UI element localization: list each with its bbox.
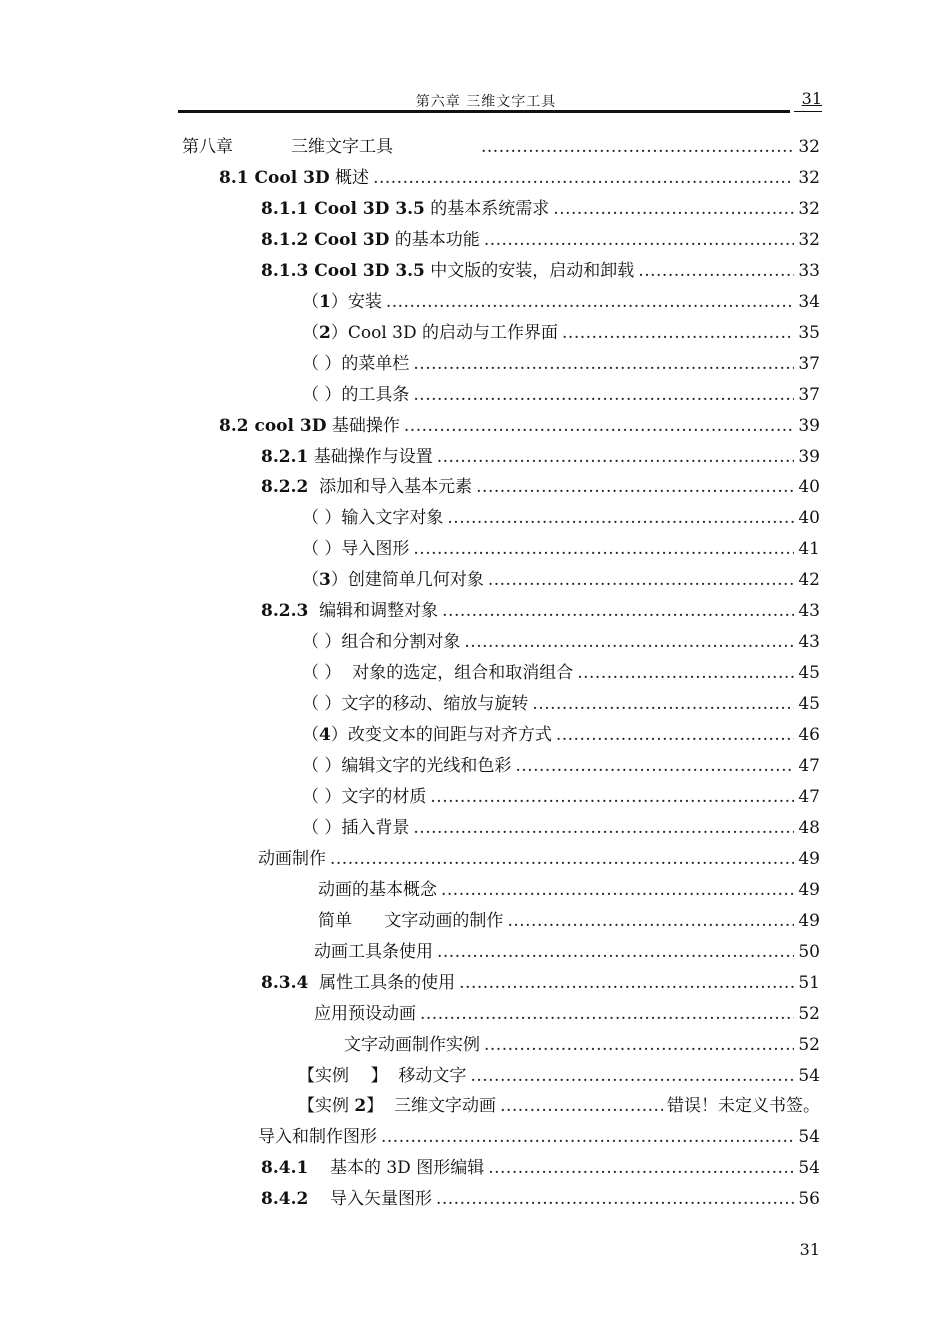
toc-entry-title: 导入矢量图形 — [308, 1189, 432, 1209]
toc-entry-label — [261, 446, 433, 468]
toc-entry[interactable] — [261, 196, 820, 220]
toc-entry-leader — [459, 972, 794, 994]
toc-entry-page: 45 — [798, 663, 820, 683]
toc-entry[interactable] — [182, 134, 820, 158]
toc-entry[interactable] — [258, 1124, 820, 1148]
toc-entry-prefix: （ ） — [302, 354, 342, 374]
toc-entry-page: 52 — [798, 1004, 820, 1024]
toc-entry-title: 中文版的安装，启动和卸载 — [424, 261, 635, 281]
toc-entry[interactable] — [258, 846, 820, 870]
toc-entry-leader — [562, 322, 794, 344]
toc-entry-leader — [404, 415, 794, 437]
toc-entry-label — [182, 136, 393, 158]
toc-entry-label — [261, 260, 634, 282]
toc-entry-leader — [515, 755, 794, 777]
toc-entry-page: 32 — [798, 168, 820, 188]
toc-entry[interactable] — [302, 320, 820, 344]
toc-entry-label — [302, 291, 382, 313]
toc-entry-title: 导入和制作图形 — [258, 1127, 377, 1147]
toc-entry[interactable] — [302, 629, 820, 653]
toc-entry-label — [302, 662, 573, 684]
toc-entry-page: 37 — [798, 385, 820, 405]
toc-entry-title: 插入背景 — [341, 818, 410, 838]
toc-entry[interactable] — [318, 908, 820, 932]
toc-entry-number: 3 — [319, 570, 331, 590]
toc-entry[interactable] — [302, 753, 820, 777]
toc-entry-leader — [413, 384, 794, 406]
toc-entry-label — [298, 1095, 496, 1117]
toc-entry-number: 8.3.4 — [261, 973, 309, 993]
toc-entry[interactable] — [261, 598, 820, 622]
toc-entry-title: 第八章 — [182, 137, 233, 157]
toc-entry-prefix: （ — [302, 725, 319, 745]
toc-entry-page: 39 — [798, 447, 820, 467]
toc-entry-leader — [413, 353, 794, 375]
toc-entry[interactable] — [302, 505, 820, 529]
toc-entry[interactable] — [302, 351, 820, 375]
toc-entry-leader — [500, 1095, 663, 1117]
toc-entry-number: 8.4.1 — [261, 1158, 309, 1178]
toc-entry-prefix: （ ） — [302, 508, 342, 528]
footer-page-number: 31 — [799, 1240, 820, 1259]
toc-entry-leader — [488, 569, 795, 591]
toc-entry-title: 【实例 】 移动文字 — [298, 1066, 467, 1086]
toc-entry-page: 35 — [798, 323, 820, 343]
toc-entry-title: ）Cool 3D 的启动与工作界面 — [330, 323, 559, 343]
toc-entry-title: ）创建简单几何对象 — [330, 570, 484, 590]
toc-entry-label — [261, 476, 472, 498]
toc-entry-label — [258, 848, 326, 870]
toc-entry-label — [314, 941, 433, 963]
toc-entry-prefix: （ — [302, 323, 319, 343]
toc-entry-leader — [532, 693, 794, 715]
toc-entry-leader — [437, 941, 794, 963]
toc-entry[interactable] — [318, 877, 820, 901]
toc-entry-number: 2 — [319, 323, 331, 343]
toc-entry[interactable] — [302, 784, 820, 808]
toc-entry-number: 8.1 Cool 3D — [219, 168, 330, 188]
toc-entry-prefix: （ ） — [302, 385, 342, 405]
toc-entry-leader — [330, 848, 794, 870]
toc-entry-label — [314, 1003, 416, 1025]
toc-entry[interactable] — [261, 474, 820, 498]
toc-entry-leader — [441, 879, 794, 901]
toc-entry-title: 简单 文字动画的制作 — [318, 911, 504, 931]
toc-entry-page: 43 — [798, 601, 820, 621]
toc-entry-leader — [413, 538, 794, 560]
toc-entry[interactable] — [261, 227, 820, 251]
toc-entry[interactable] — [302, 567, 820, 591]
toc-entry-page: 48 — [798, 818, 820, 838]
toc-entry-title: 基本的 3D 图形编辑 — [308, 1158, 485, 1178]
toc-entry[interactable] — [261, 1186, 820, 1210]
toc-entry[interactable] — [298, 1093, 820, 1117]
toc-entry-title: 的菜单栏 — [341, 354, 410, 374]
toc-entry-label — [219, 415, 400, 437]
toc-entry-title: 文字动画制作实例 — [344, 1035, 480, 1055]
toc-entry-number: 8.1.3 Cool 3D 3.5 — [261, 261, 425, 281]
toc-entry-label — [302, 353, 409, 375]
toc-entry-label — [302, 786, 426, 808]
toc-entry-page: 43 — [798, 632, 820, 652]
toc-entry-number: 8.1.1 Cool 3D 3.5 — [261, 199, 425, 219]
toc-entry-title: 基础操作 — [326, 416, 400, 436]
header-page-number: 31 — [801, 89, 822, 108]
toc-entry-number: 1 — [319, 292, 331, 312]
toc-entry[interactable] — [302, 691, 820, 715]
toc-entry-label — [302, 817, 409, 839]
toc-entry[interactable] — [344, 1032, 820, 1056]
toc-entry-page: 32 — [798, 230, 820, 250]
toc-entry-number: 8.2.2 — [261, 477, 309, 497]
toc-entry-prefix: （ ） — [302, 663, 342, 683]
toc-entry-label — [261, 1157, 484, 1179]
toc-entry-leader — [430, 786, 794, 808]
toc-entry-page: 50 — [798, 942, 820, 962]
toc-entry-prefix: （ ） — [302, 818, 342, 838]
toc-entry-page: 32 — [798, 137, 820, 157]
toc-entry[interactable] — [302, 815, 820, 839]
toc-entry-title: ）安装 — [330, 292, 382, 312]
toc-entry-page: 32 — [798, 199, 820, 219]
toc-entry-prefix: （ ） — [302, 539, 342, 559]
toc-entry-prefix: （ — [302, 292, 319, 312]
toc-entry-leader — [577, 662, 794, 684]
toc-entry-subtitle: 三维文字工具 — [291, 137, 393, 157]
toc-entry-page: 54 — [798, 1127, 820, 1147]
toc-entry-title: 添加和导入基本元素 — [308, 477, 473, 497]
toc-entry-page: 40 — [798, 477, 820, 497]
toc-entry-title: 动画的基本概念 — [318, 880, 437, 900]
toc-entry[interactable] — [302, 660, 820, 684]
toc-entry-title: 的基本系统需求 — [424, 199, 550, 219]
toc-entry-page: 54 — [798, 1066, 820, 1086]
toc-entry-title: 概述 — [329, 168, 370, 188]
toc-entry-label — [302, 384, 409, 406]
toc-entry-leader — [476, 476, 794, 498]
toc-entry-label — [302, 724, 552, 746]
toc-entry-number: 4 — [319, 725, 331, 745]
toc-entry[interactable] — [298, 1063, 820, 1087]
toc-entry[interactable] — [261, 258, 820, 282]
toc-entry-leader — [470, 1065, 794, 1087]
toc-entry-label — [318, 910, 503, 932]
toc-entry[interactable] — [261, 444, 820, 468]
toc-entry-leader — [437, 446, 795, 468]
toc-entry-title: 应用预设动画 — [314, 1004, 416, 1024]
toc-entry-title: 对象的选定，组合和取消组合 — [341, 663, 574, 683]
toc-entry-leader — [373, 167, 794, 189]
toc-entry-label — [302, 631, 460, 653]
toc-entry-label — [258, 1126, 377, 1148]
toc-entry-page: 46 — [798, 725, 820, 745]
toc-entry-leader — [507, 910, 794, 932]
toc-entry[interactable] — [302, 536, 820, 560]
toc-entry-leader — [553, 198, 794, 220]
toc-entry-label — [219, 167, 369, 189]
toc-entry-title: 文字的移动、缩放与旋转 — [341, 694, 529, 714]
toc-entry-page: 45 — [798, 694, 820, 714]
toc-entry-leader — [488, 1157, 794, 1179]
toc-entry-leader — [638, 260, 794, 282]
toc-entry-title: 编辑和调整对象 — [308, 601, 439, 621]
toc-entry[interactable] — [261, 970, 820, 994]
toc-entry-page: 41 — [798, 539, 820, 559]
toc-entry-label — [261, 600, 438, 622]
toc-entry-page: 40 — [798, 508, 820, 528]
toc-entry-leader — [481, 136, 794, 158]
toc-entry[interactable] — [314, 939, 820, 963]
toc-entry-label — [344, 1034, 480, 1056]
toc-entry-prefix: （ ） — [302, 756, 342, 776]
toc-entry-title: 输入文字对象 — [341, 508, 444, 528]
toc-entry-prefix: 【实例 — [298, 1096, 355, 1116]
toc-entry[interactable] — [302, 382, 820, 406]
toc-entry-number: 8.1.2 Cool 3D — [261, 230, 390, 250]
toc-entry-page: 34 — [798, 292, 820, 312]
toc-entry-page: 52 — [798, 1035, 820, 1055]
toc-entry-number: 8.2.1 — [261, 447, 309, 467]
toc-entry-page: 47 — [798, 787, 820, 807]
toc-entry-leader — [386, 291, 795, 313]
toc-entry-prefix: （ ） — [302, 632, 342, 652]
toc-entry-page: 33 — [798, 261, 820, 281]
toc-entry-number: 8.4.2 — [261, 1189, 309, 1209]
toc-entry-leader — [556, 724, 795, 746]
toc-entry-title: 组合和分割对象 — [341, 632, 461, 652]
toc-entry-page: 47 — [798, 756, 820, 776]
toc-entry-page: 37 — [798, 354, 820, 374]
toc-entry[interactable] — [314, 1001, 820, 1025]
toc-entry-title: 动画制作 — [258, 849, 326, 869]
toc-entry-title: 属性工具条的使用 — [308, 973, 456, 993]
toc-entry-label — [261, 1188, 432, 1210]
toc-entry-label — [261, 972, 455, 994]
toc-entry-leader — [420, 1003, 794, 1025]
toc-entry-prefix: （ ） — [302, 787, 342, 807]
toc-entry-leader — [442, 600, 794, 622]
toc-entry-label — [302, 538, 409, 560]
toc-entry-leader — [381, 1126, 794, 1148]
toc-entry-leader — [413, 817, 794, 839]
toc-entry-leader — [436, 1188, 794, 1210]
toc-entry-title: 导入图形 — [341, 539, 410, 559]
toc-entry[interactable] — [302, 722, 820, 746]
toc-entry[interactable] — [219, 413, 820, 437]
toc-entry-page: 42 — [798, 570, 820, 590]
toc-entry-label — [302, 755, 511, 777]
toc-entry-page: 49 — [798, 849, 820, 869]
toc-entry-page: 49 — [798, 880, 820, 900]
toc-entry-number: 2 — [354, 1096, 367, 1116]
toc-entry-label — [302, 569, 484, 591]
toc-entry-title: 的工具条 — [341, 385, 410, 405]
toc-entry-label — [302, 507, 443, 529]
toc-entry-page: 错误！未定义书签。 — [667, 1096, 820, 1116]
toc-entry-page: 56 — [798, 1189, 820, 1209]
toc-entry[interactable] — [261, 1155, 820, 1179]
toc-entry-label — [261, 198, 549, 220]
toc-entry-leader — [464, 631, 794, 653]
toc-entry-page: 49 — [798, 911, 820, 931]
toc-entry-title: 编辑文字的光线和色彩 — [341, 756, 512, 776]
toc-entry-page: 54 — [798, 1158, 820, 1178]
toc-entry-title: 文字的材质 — [341, 787, 427, 807]
toc-entry-page: 51 — [798, 973, 820, 993]
toc-entry-leader — [484, 229, 795, 251]
toc-entry-title: 的基本功能 — [389, 230, 480, 250]
toc-entry-label — [302, 693, 528, 715]
toc-entry-title: 基础操作与设置 — [308, 447, 433, 467]
toc-entry-label — [318, 879, 437, 901]
header-title: 第六章 三维文字工具 — [415, 94, 557, 110]
toc-entry-page: 39 — [798, 416, 820, 436]
toc-entry-number: 8.2.3 — [261, 601, 309, 621]
toc-entry[interactable] — [302, 289, 820, 313]
toc-entry-title: 】 三维文字动画 — [366, 1096, 497, 1116]
toc-entry-prefix: （ ） — [302, 694, 342, 714]
toc-entry-leader — [447, 507, 794, 529]
toc-entry-label — [261, 229, 480, 251]
toc-entry-title: ）改变文本的间距与对齐方式 — [330, 725, 552, 745]
toc-entry-title: 动画工具条使用 — [314, 942, 433, 962]
toc-entry-label — [298, 1065, 466, 1087]
toc-entry-label — [302, 322, 558, 344]
toc-entry-prefix: （ — [302, 570, 319, 590]
toc-entry[interactable] — [219, 165, 820, 189]
toc-entry-number: 8.2 cool 3D — [219, 416, 327, 436]
toc-entry-leader — [484, 1034, 794, 1056]
